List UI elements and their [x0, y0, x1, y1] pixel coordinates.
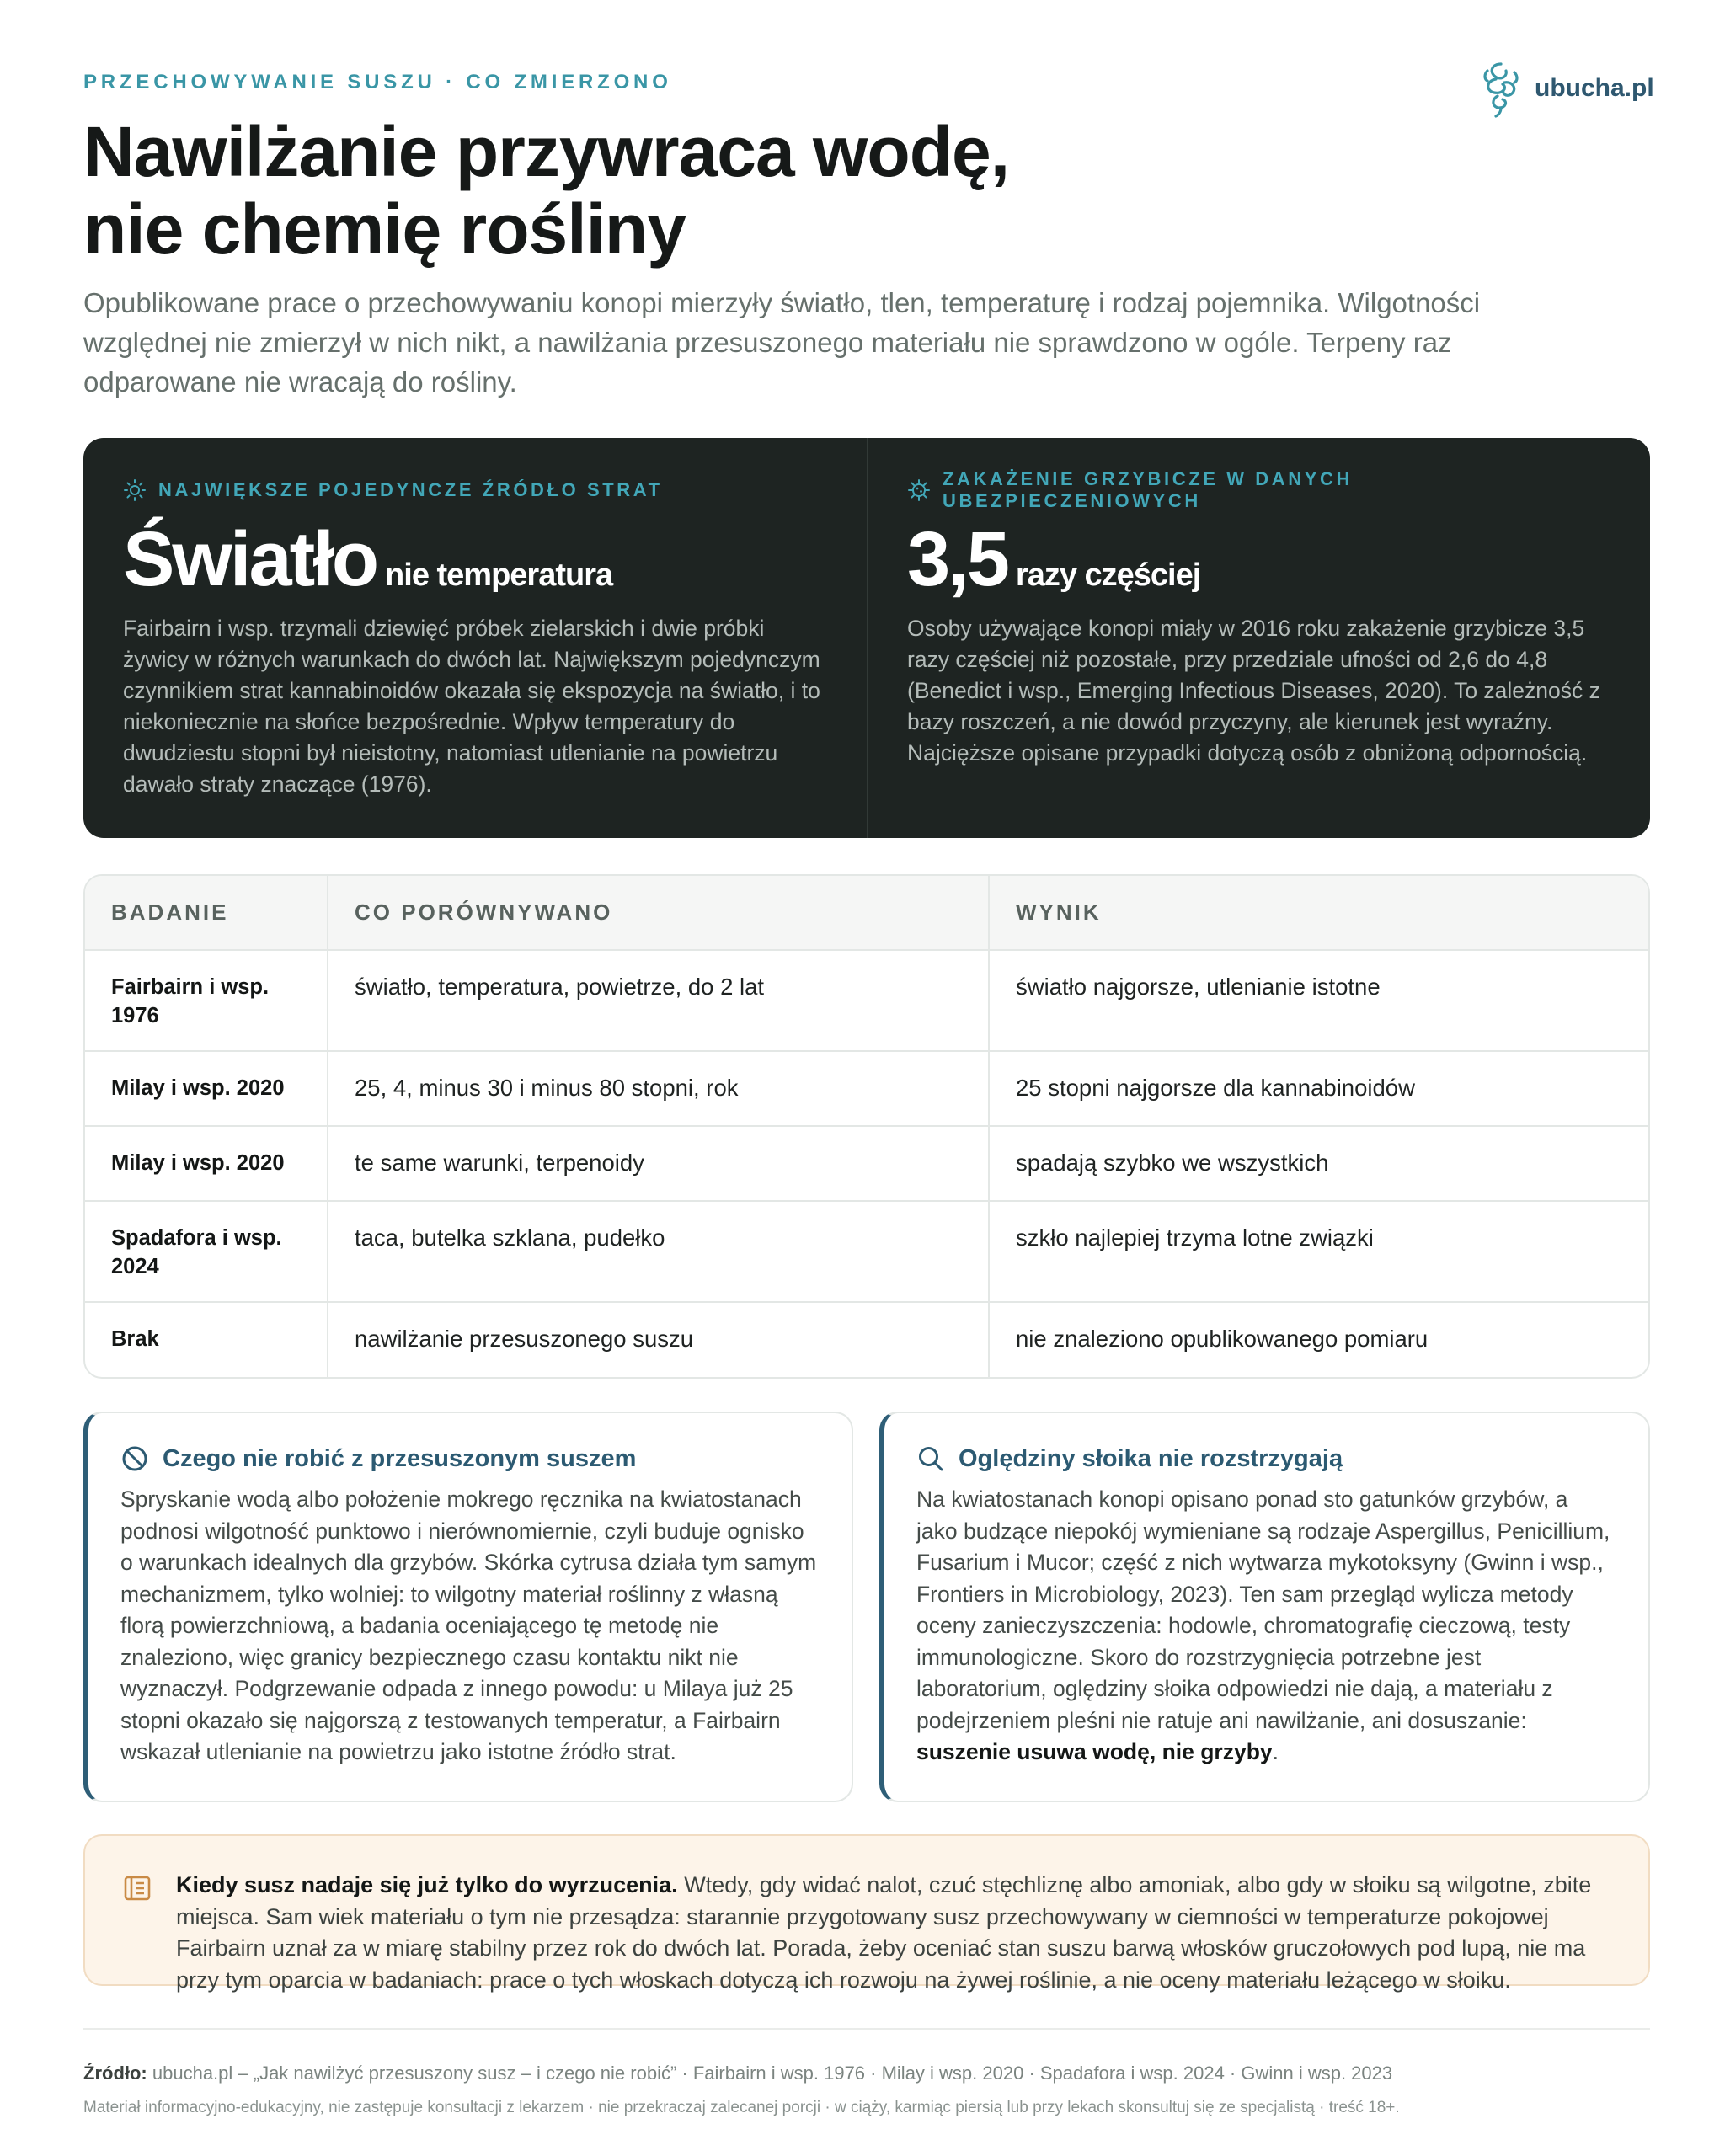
studies-table	[83, 874, 1650, 1379]
page-title	[83, 113, 1347, 268]
disclaimer: Materiał informacyjno-edukacyjny, nie zastępuje konsultacji z lekarzem · nie przekraczaj zalecanej porcji · w ciąży, karmiąc piersią lub przy lekach skonsultuj się ze specjalistą · treść 18+.	[83, 2099, 1400, 2116]
document-icon	[122, 1873, 152, 1903]
table-row	[85, 1201, 1648, 1302]
brand-name: ubucha.pl	[1535, 74, 1654, 102]
table-row	[85, 1126, 1648, 1201]
cell-compared: te same warunki, terpenoidy	[328, 1126, 989, 1201]
callout-jar-body-text: Na kwiatostanach konopi opisano ponad sto gatunków grzybów, a jako budzące niepokój wymieniane są rodzaje Aspergillus, Penicillium, Fusarium i Mucor; część z nich wytwarza mykotoksyny (Gwinn i wsp., Frontiers in Microbiology, 2023). Ten sam przegląd wylicza metody oceny zanieczyszczenia: hodowle, chromatografię cieczową, testy immunologiczne. Skoro do rozstrzygnięcia potrzebne jest laboratorium, oględziny słoika odpowiedzi nie dają, a materiału z podejrzeniem pleśni nie ratuje ani nawilżanie, ani dosuszanie:	[916, 1486, 1610, 1733]
cell-result: 25 stopni najgorsze dla kannabinoidów	[989, 1051, 1648, 1126]
column-header-study: BADANIE	[85, 876, 328, 950]
stat-fungal	[867, 438, 1650, 838]
cell-compared: nawilżanie przesuszonego suszu	[328, 1302, 989, 1377]
sun-icon	[123, 478, 147, 502]
table-row	[85, 950, 1648, 1051]
stat-light-headline	[123, 517, 828, 601]
callout-jar-head	[916, 1442, 1615, 1476]
callout-jar-conclusion: suszenie usuwa wodę, nie grzyby	[916, 1739, 1273, 1764]
title-line-1: Nawilżanie przywraca wodę,	[83, 112, 1010, 191]
cell-result: szkło najlepiej trzyma lotne związki	[989, 1201, 1648, 1302]
stats-panel	[83, 438, 1650, 838]
stat-light-value: Światło	[123, 516, 377, 602]
callout-jar-body	[916, 1484, 1615, 1769]
callout-dont-head	[120, 1442, 818, 1476]
source-line	[83, 2063, 1392, 2084]
source-label: Źródło:	[83, 2063, 147, 2084]
stat-fungal-headline	[907, 517, 1611, 601]
cell-result: światło najgorsze, utlenianie istotne	[989, 950, 1648, 1051]
callout-jar-title: Oględziny słoika nie rozstrzygają	[959, 1444, 1343, 1472]
cell-study: Brak	[85, 1302, 328, 1377]
stat-fungal-unit: razy częściej	[1015, 558, 1201, 593]
discard-note-text	[176, 1870, 1606, 1996]
table-row	[85, 1051, 1648, 1126]
callout-jar	[879, 1412, 1650, 1802]
callout-jar-body-end: .	[1272, 1739, 1279, 1764]
lead-paragraph: Opublikowane prace o przechowywaniu konopi mierzyły światło, tlen, temperaturę i rodzaj pojemnika. Wilgotności względnej nie zmierzył w nich nikt, a nawilżania przesuszonego materiału nie sprawdzono w ogóle. Terpeny raz odparowane nie wracają do rośliny.	[83, 287, 1481, 398]
table-row	[85, 1302, 1648, 1377]
discard-note-body: Wtedy, gdy widać nalot, czuć stęchliznę albo amoniak, albo gdy w słoiku są wilgotne, zbite miejsca. Sam wiek materiału o tym nie przesądza: starannie przygotowany susz przechowywany w ciemności w temperaturze pokojowej Fairbairn uznał za w miarę stabilny przez rok do dwóch lat. Porada, żeby oceniać stan suszu barwą włosków gruczołowych pod lupą, nie ma przy tym oparcia w badaniach: prace o tych włoskach dotyczą ich rozwoju na żywej roślinie, a nie oceny materiału leżącego w słoiku.	[176, 1872, 1592, 1993]
cell-result: spadają szybko we wszystkich	[989, 1126, 1648, 1201]
prohibited-icon	[120, 1444, 149, 1473]
magnifier-icon	[916, 1444, 945, 1473]
title-line-2: nie chemię rośliny	[83, 189, 686, 269]
cell-compared: 25, 4, minus 30 i minus 80 stopni, rok	[328, 1051, 989, 1126]
stat-light-kicker-text: NAJWIĘKSZE POJEDYNCZE ŹRÓDŁO STRAT	[158, 479, 663, 500]
virus-icon	[907, 478, 931, 502]
stat-fungal-value: 3,5	[907, 516, 1007, 602]
cell-study: Fairbairn i wsp. 1976	[111, 975, 270, 1027]
discard-note	[83, 1834, 1650, 1993]
cell-compared: światło, temperatura, powietrze, do 2 lat	[328, 950, 989, 1051]
discard-note-lead: Kiedy susz nadaje się już tylko do wyrzucenia.	[176, 1872, 678, 1897]
stat-fungal-kicker	[907, 468, 1611, 511]
cell-study: Milay i wsp. 2020	[85, 1126, 328, 1201]
brand-logo-icon	[1479, 59, 1523, 118]
cell-compared: taca, butelka szklana, pudełko	[328, 1201, 989, 1302]
callout-dont	[83, 1412, 853, 1802]
column-header-compared: CO PORÓWNYWANO	[328, 876, 989, 950]
stat-light	[83, 438, 867, 838]
footer-divider	[83, 2028, 1650, 2030]
stat-light-kicker	[123, 478, 828, 502]
cell-study: Spadafora i wsp. 2024	[85, 1201, 328, 1302]
callout-dont-title: Czego nie robić z przesuszonym suszem	[163, 1444, 637, 1472]
cell-result: nie znaleziono opublikowanego pomiaru	[989, 1302, 1648, 1377]
eyebrow: PRZECHOWYWANIE SUSZU · CO ZMIERZONO	[83, 71, 672, 93]
cell-study: Milay i wsp. 2020	[85, 1051, 328, 1126]
column-header-result: WYNIK	[989, 876, 1648, 950]
source-text: ubucha.pl – „Jak nawilżyć przesuszony susz – i czego nie robić” · Fairbairn i wsp. 1976 · Milay i wsp. 2020 · Spadafora i wsp. 2024 · Gwinn i wsp. 2023	[147, 2063, 1393, 2084]
callout-dont-body: Spryskanie wodą albo położenie mokrego ręcznika na kwiatostanach podnosi wilgotność punktowo i nierównomiernie, czyli buduje ognisko o warunkach idealnych dla grzybów. Skórka cytrusa działa tym samym mechanizmem, tylko wolniej: to wilgotny materiał roślinny z własną florą powierzchniową, a badania oceniającego tę metodę nie znaleziono, więc granicy bezpiecznego czasu kontaktu nikt nie wyznaczył. Podgrzewanie odpada z innego powodu: u Milaya już 25 stopni okazało się najgorszą z testowanych temperatur, a Fairbairn wskazał utlenianie na powietrzu jako istotne źródło strat.	[120, 1486, 817, 1764]
stat-light-unit: nie temperatura	[385, 558, 613, 593]
stat-light-body: Fairbairn i wsp. trzymali dziewięć próbek zielarskich i dwie próbki żywicy w różnych warunkach do dwóch lat. Największym pojedynczym czynnikiem strat kannabinoidów okazała się ekspozycja na światło, i to niekoniecznie na słońce bezpośrednie. Wpływ temperatury do dwudziestu stopni był nieistotny, natomiast utlenianie na powietrzu dawało straty znaczące (1976).	[123, 616, 820, 797]
table-header-row	[85, 876, 1648, 950]
brand[interactable]	[1479, 59, 1654, 118]
stat-fungal-body: Osoby używające konopi miały w 2016 roku zakażenie grzybicze 3,5 razy częściej niż pozostałe, przy przedziale ufności od 2,6 do 4,8 (Benedict i wsp., Emerging Infectious Diseases, 2020). To zależność z bazy roszczeń, a nie dowód przyczyny, ale kierunek jest wyraźny. Najcięższe opisane przypadki dotyczą osób z obniżoną odpornością.	[907, 616, 1600, 766]
stat-fungal-kicker-text: ZAKAŻENIE GRZYBICZE W DANYCH UBEZPIECZENIOWYCH	[943, 468, 1354, 511]
